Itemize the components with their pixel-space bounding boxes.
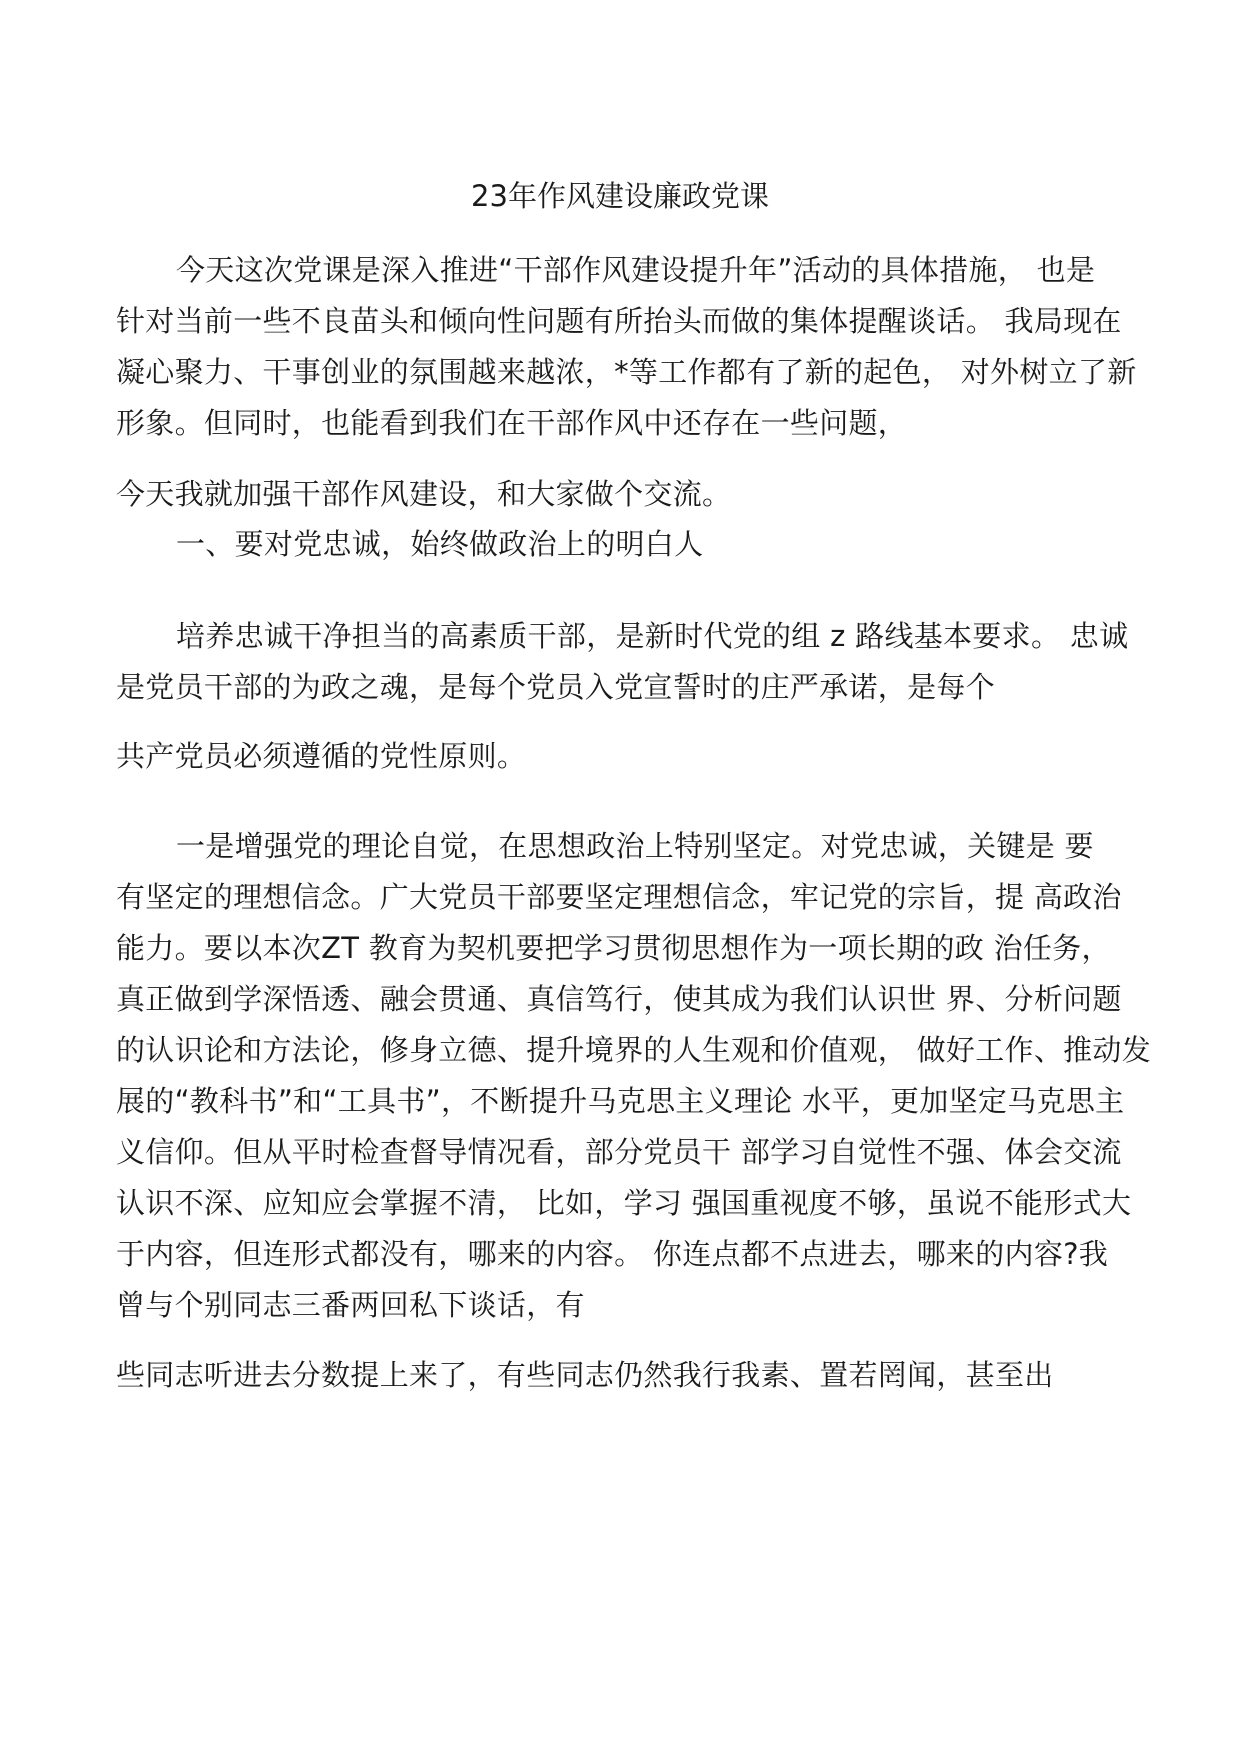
paragraph-line: 今天这次党课是深入推进“干部作风建设提升年”活动的具体措施， 也是 [176, 253, 1096, 287]
paragraph-line: 认识不深、应知应会掌握不清， 比如，学习 强国重视度不够，虽说不能形式大 [116, 1186, 1132, 1220]
paragraph-line: 针对当前一些不良苗头和倾向性问题有所抬头而做的集体提醒谈话。 我局现在 [116, 304, 1122, 338]
paragraph-line: 的认识论和方法论，修身立德、提升境界的人生观和价值观， 做好工作、推动发 [116, 1033, 1152, 1067]
paragraph-line: 于内容，但连形式都没有，哪来的内容。 你连点都不点进去，哪来的内容?我 [116, 1237, 1109, 1271]
paragraph-line: 是党员干部的为政之魂，是每个党员入党宣誓时的庄严承诺，是每个 [116, 670, 996, 704]
paragraph-line: 形象。但同时，也能看到我们在干部作风中还存在一些问题， [116, 406, 908, 440]
paragraph-line: 展的“教科书”和“工具书”，不断提升马克思主义理论 水平，更加坚定马克思主 [116, 1084, 1125, 1118]
paragraph-line: 凝心聚力、干事创业的氛围越来越浓，*等工作都有了新的起色， 对外树立了新 [116, 355, 1137, 389]
paragraph-line: 些同志听进去分数提上来了，有些同志仍然我行我素、置若罔闻，甚至出 [116, 1358, 1054, 1392]
paragraph-line: 培养忠诚干净担当的高素质干部，是新时代党的组 z 路线基本要求。 忠诚 [176, 619, 1129, 653]
paragraph-line: 一是增强党的理论自觉，在思想政治上特别坚定。对党忠诚，关键是 要 [176, 829, 1094, 863]
paragraph-line: 义信仰。但从平时检查督导情况看，部分党员干 部学习自觉性不强、体会交流 [116, 1135, 1122, 1169]
paragraph-line: 有坚定的理想信念。广大党员干部要坚定理想信念，牢记党的宗旨，提 高政治 [116, 880, 1122, 914]
paragraph-line: 真正做到学深悟透、融会贯通、真信笃行，使其成为我们认识世 界、分析问题 [116, 982, 1122, 1016]
paragraph-line: 曾与个别同志三番两回私下谈话，有 [116, 1288, 585, 1322]
paragraph-line: 共产党员必须遵循的党性原则。 [116, 739, 527, 773]
section-heading: 一、要对党忠诚，始终做政治上的明白人 [176, 527, 704, 561]
document-title: 23年作风建设廉政党课 [471, 179, 769, 213]
paragraph-line: 能力。要以本次ZT 教育为契机要把学习贯彻思想作为一项长期的政 治任务， [116, 931, 1111, 965]
paragraph-line: 今天我就加强干部作风建设，和大家做个交流。 [116, 477, 732, 511]
